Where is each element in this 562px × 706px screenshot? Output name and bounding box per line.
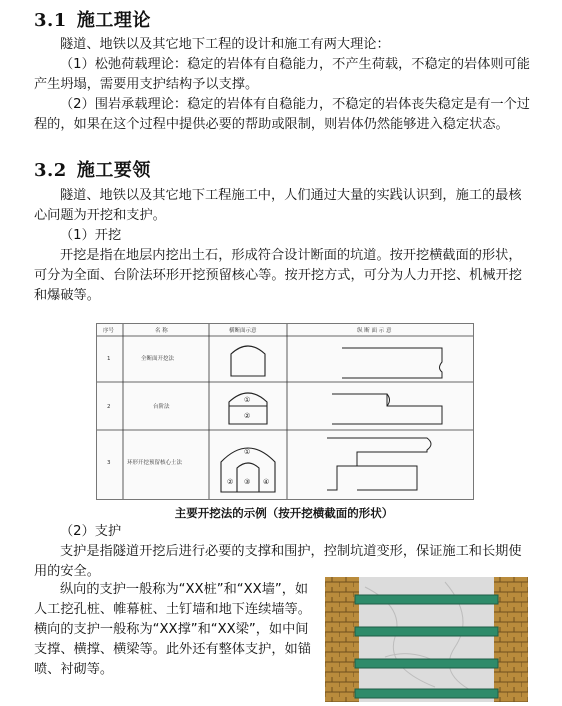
subheading-support: （2）支护 [60,524,122,539]
circled-number: ② [227,478,234,486]
section-heading-3-2 [34,156,151,182]
circled-number: ④ [263,478,270,486]
row-number: 3 [107,460,111,466]
figure-caption: 主要开挖法的示例（按开挖横截面的形状） [174,506,394,520]
longitudinal-sketches [327,348,442,490]
row-number: 2 [107,404,111,410]
circled-number: ① [244,448,251,456]
header-cell: 序号 [103,328,115,334]
paragraph-support-types: 纵向的支护一般称为“XX桩”和“XX墙”，如人工挖孔桩、帷幕桩、土钉墙和地下连续墙等。横向的支护一般称为“XX撑”和“XX梁”，如中间支撑、横撑、横梁等。此外还有整体支护，如锚喷、衬砌等。 [34,582,311,677]
row-name: 环形开挖预留核心土法 [127,460,183,466]
section-title: 施工要领 [76,160,151,181]
section-number: 3.1 [34,10,67,31]
paragraph-excavation: 开挖是指在地层内挖出土石，形成符合设计断面的坑道。按开挖横截面的形状，可分为全面、台阶法环形开挖预留核心等。按开挖方式，可分为人力开挖、机械开挖和爆破等。 [34,248,522,303]
paragraph-theory-2: （2）围岩承载理论：稳定的岩体有自稳能力，不稳定的岩体丧失稳定是有一个过程的，如果在这个过程中提供必要的帮助或限制，则岩体仍然能够进入稳定状态。 [34,97,530,132]
subheading-excavation: （1）开挖 [60,228,122,243]
circled-number: ② [244,412,251,420]
circled-number: ③ [244,478,251,486]
paragraph-intro-construction: 隧道、地铁以及其它地下工程施工中，人们通过大量的实践认识到，施工的最核心问题为开挖和支护。 [34,188,522,223]
excavation-methods-figure [96,323,474,500]
header-cell: 横断面示意 [229,328,257,334]
support-structure-photo [325,577,528,702]
section-heading-3-1 [34,6,151,32]
paragraph-theory-1: （1）松弛荷载理论：稳定的岩体有自稳能力，不产生荷载，不稳定的岩体则可能产生坍塌，需要用支护结构予以支撑。 [34,57,530,92]
section-number: 3.2 [34,160,67,181]
row-number: 1 [107,356,111,362]
circled-number: ① [244,396,251,404]
row-name: 台阶法 [153,404,170,410]
header-cell: 名 称 [155,328,168,334]
paragraph-support: 支护是指隧道开挖后进行必要的支撑和围护，控制坑道变形，保证施工和长期使用的安全。 [34,544,522,579]
paragraph-intro-theory: 隧道、地铁以及其它地下工程的设计和施工有两大理论： [60,37,390,52]
section-title: 施工理论 [76,10,151,31]
row-name: 全断面开挖法 [141,356,175,362]
header-cell: 纵 断 面 示 意 [357,328,392,334]
